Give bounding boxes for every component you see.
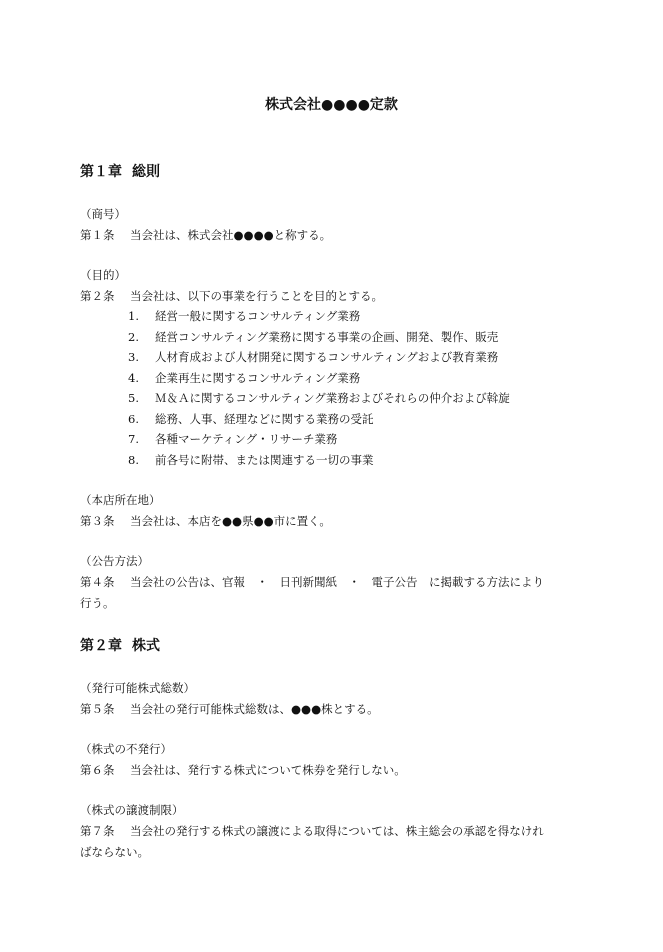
chapter-number: 第２章: [80, 638, 122, 654]
article-line-continued: 行う。: [80, 595, 115, 610]
article-2-caption: （目的）: [80, 268, 126, 282]
list-item-number: 3.: [128, 350, 139, 364]
article-7: [80, 821, 580, 862]
article-1: [80, 225, 580, 246]
chapter-1-heading: [80, 162, 160, 182]
chapter-2-heading: [80, 636, 160, 656]
list-item: [128, 368, 510, 389]
list-item-number: 2.: [128, 329, 139, 344]
article-number: 第２条: [80, 289, 115, 303]
article-6-caption: （株式の不発行）: [80, 742, 172, 756]
article-line: [80, 572, 580, 593]
list-item-text: 企業再生に関するコンサルティング業務: [155, 370, 361, 385]
article-2: [80, 286, 580, 307]
document-title: 株式会社●●●●定款: [265, 97, 398, 113]
article-line-continued: ばならない。: [80, 844, 149, 859]
article-number: 第７条: [80, 824, 115, 838]
chapter-name: 総則: [132, 164, 160, 180]
business-purpose-list: [128, 306, 510, 470]
list-item-number: 4.: [128, 370, 139, 385]
article-1-caption: （商号）: [80, 207, 126, 221]
article-3: [80, 511, 580, 532]
list-item: [128, 429, 510, 450]
list-item: [128, 450, 510, 471]
list-item: [128, 306, 510, 327]
chapter-number: 第１章: [80, 164, 122, 180]
list-item-number: 8.: [128, 452, 139, 467]
list-item-text: 前各号に附帯、または関連する一切の事業: [155, 452, 374, 467]
list-item-text: Ｍ＆Ａに関するコンサルティング業務およびそれらの仲介および斡旋: [155, 391, 510, 405]
list-item: [128, 388, 510, 409]
list-item: [128, 409, 510, 430]
article-number: 第１条: [80, 228, 115, 242]
article-6: [80, 760, 580, 781]
article-number: 第４条: [80, 575, 115, 589]
list-item-text: 経営一般に関するコンサルティング業務: [155, 309, 361, 323]
article-text: 当会社は、本店を●●県●●市に置く。: [130, 514, 331, 528]
list-item-text: 総務、人事、経理などに関する業務の受託: [155, 411, 374, 426]
article-text: 当会社は、以下の事業を行うことを目的とする。: [130, 289, 383, 303]
list-item: [128, 327, 510, 348]
article-text: 当会社の公告は、官報 ・ 日刊新聞紙 ・ 電子公告 に掲載する方法により: [130, 575, 544, 589]
article-5-caption: （発行可能株式総数）: [80, 681, 195, 695]
article-5: [80, 699, 580, 720]
article-text: 当会社の発行する株式の譲渡による取得については、株主総会の承認を得なけれ: [130, 824, 544, 838]
article-number: 第６条: [80, 763, 115, 777]
list-item-number: 6.: [128, 411, 139, 426]
article-7-caption: （株式の譲渡制限）: [80, 803, 184, 817]
chapter-name: 株式: [132, 638, 160, 654]
article-number: 第３条: [80, 514, 115, 528]
article-number: 第５条: [80, 702, 115, 716]
list-item-number: 5.: [128, 391, 139, 405]
article-3-caption: （本店所在地）: [80, 493, 161, 507]
list-item: [128, 347, 510, 368]
article-text: 当会社は、発行する株式について株券を発行しない。: [130, 763, 406, 777]
article-text: 当会社は、株式会社●●●●と称する。: [130, 228, 332, 242]
list-item-text: 経営コンサルティング業務に関する事業の企画、開発、製作、販売: [155, 329, 499, 344]
article-4: [80, 572, 580, 613]
article-text: 当会社の発行可能株式総数は、●●●株とする。: [130, 702, 379, 716]
article-line: [80, 821, 580, 842]
list-item-number: 1.: [128, 309, 139, 323]
list-item-number: 7.: [128, 432, 139, 446]
list-item-text: 人材育成および人材開発に関するコンサルティングおよび教育業務: [155, 350, 499, 364]
article-4-caption: （公告方法）: [80, 554, 149, 568]
list-item-text: 各種マーケティング・リサーチ業務: [155, 432, 338, 446]
